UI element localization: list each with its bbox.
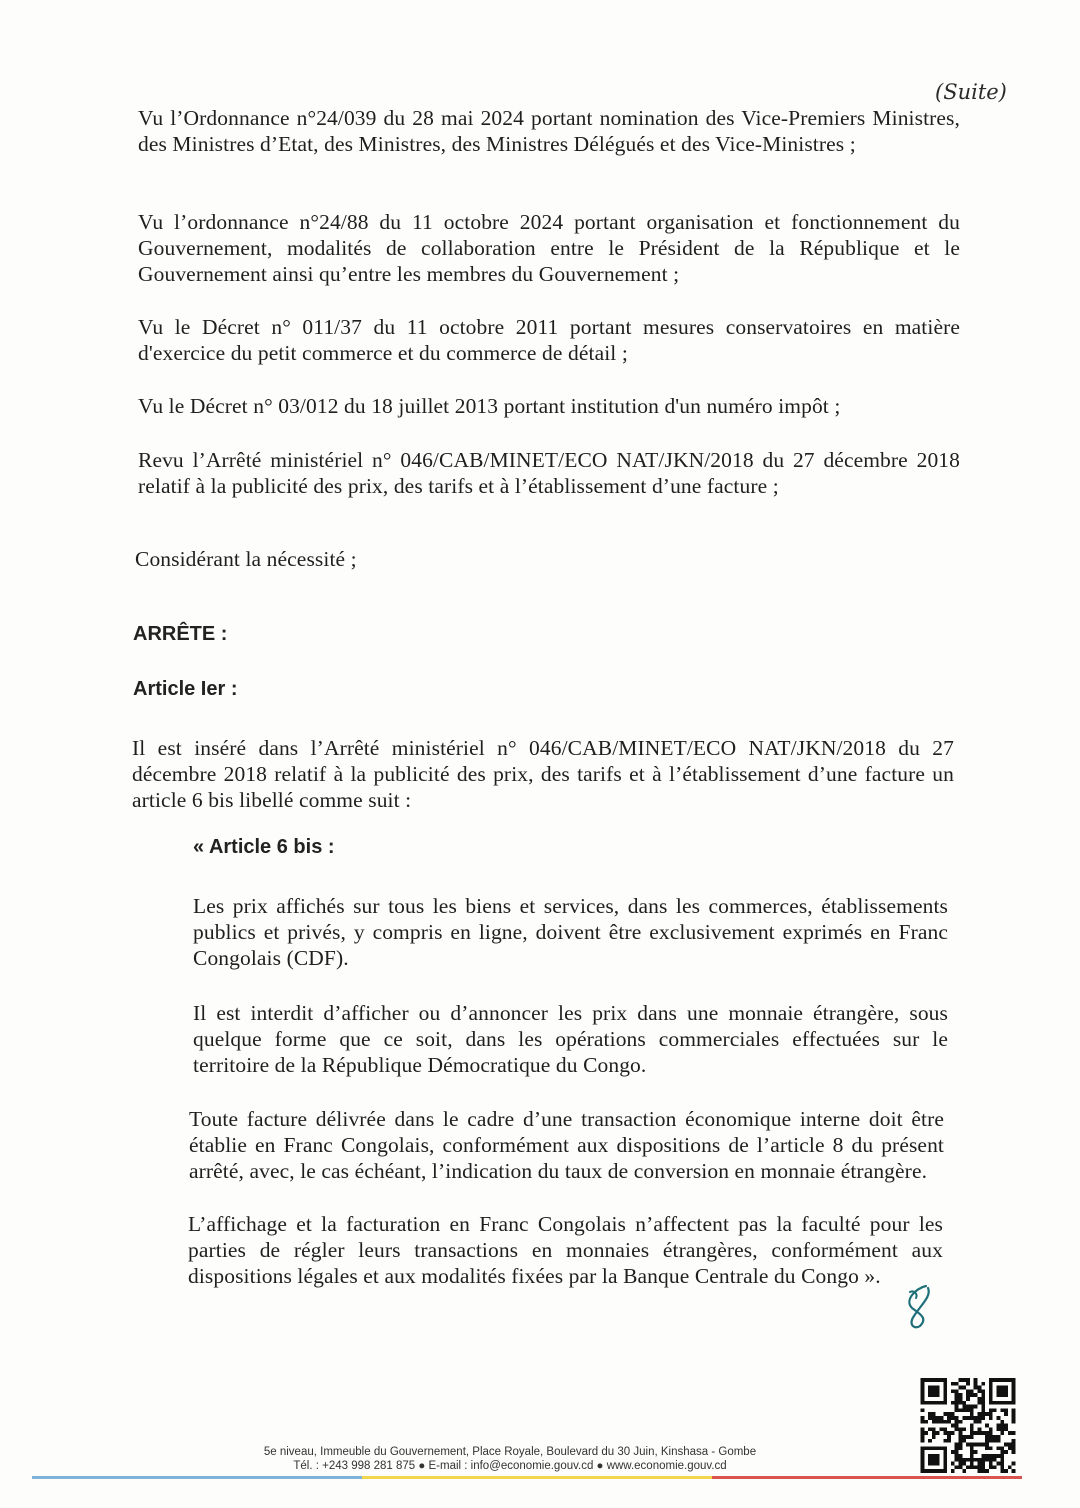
paragraph-vu-ordonnance-organisation: Vu l’ordonnance n°24/88 du 11 octobre 2024 portant organisation et fonctionnement du Gouvernement, modalités de collaboration entre le Président de la République et le Gouvernement ainsi qu’entre les membres du Gouvernement ; (138, 210, 960, 286)
flag-stripe-red (712, 1476, 1022, 1479)
flag-stripe-blue (32, 1476, 362, 1479)
article-6bis-para-3: Toute facture délivrée dans le cadre d’une transaction économique interne doit être établie en Franc Congolais, conformément aux dispositions de l’article 8 du présent arrêté, avec, le cas échéant, l’indication du taux de conversion en monnaie étrangère. (189, 1107, 944, 1183)
qr-code (918, 1378, 1018, 1473)
article-6bis-para-4: L’affichage et la facturation en Franc Congolais n’affectent pas la faculté pour les parties de régler leurs transactions en monnaies étrangères, conformément aux dispositions légales et aux modalités fixées par la Banque Centrale du Congo ». (188, 1212, 943, 1288)
paragraph-revu-arrete: Revu l’Arrêté ministériel n° 046/CAB/MINET/ECO NAT/JKN/2018 du 27 décembre 2018 relatif à la publicité des prix, des tarifs et à l’établissement d’une facture ; (138, 448, 960, 498)
footer-contact: Tél. : +243 998 281 875 ● E-mail : info@economie.gouv.cd ● www.economie.gouv.cd (293, 1460, 727, 1472)
flag-stripe-yellow (362, 1476, 712, 1479)
paragraph-vu-decret-2011: Vu le Décret n° 011/37 du 11 octobre 2011 portant mesures conservatoires en matière d'exercice du petit commerce et du commerce de détail ; (138, 315, 960, 365)
arrete-heading: ARRÊTE : (133, 623, 228, 645)
footer-address: 5e niveau, Immeuble du Gouvernement, Place Royale, Boulevard du 30 Juin, Kinshasa - Gombe (263, 1446, 757, 1458)
article-6bis-para-1: Les prix affichés sur tous les biens et services, dans les commerces, établissements publics et privés, y compris en ligne, doivent être exclusivement exprimés en Franc Congolais (CDF). (193, 894, 948, 970)
paragraph-vu-decret-2013: Vu le Décret n° 03/012 du 18 juillet 2013 portant institution d'un numéro impôt ; (138, 394, 841, 418)
suite-note: (Suite) (935, 80, 1007, 104)
article-1-title: Article Ier : (133, 678, 238, 700)
paragraph-vu-ordonnance-nomination: Vu l’Ordonnance n°24/039 du 28 mai 2024 portant nomination des Vice-Premiers Ministres, des Ministres d’Etat, des Ministres, des Ministres Délégués et des Vice-Ministres ; (138, 106, 960, 156)
article-6bis-title: « Article 6 bis : (193, 836, 335, 858)
article-1-text: Il est inséré dans l’Arrêté ministériel n° 046/CAB/MINET/ECO NAT/JKN/2018 du 27 décembre 2018 relatif à la publicité des prix, des tarifs et à l’établissement d’une facture un article 6 bis libellé comme suit : (132, 736, 954, 812)
article-6bis-para-2: Il est interdit d’afficher ou d’annoncer les prix dans une monnaie étrangère, sous quelque forme que ce soit, dans les opérations commerciales effectuées sur le territoire de la République Démocratique du Congo. (193, 1001, 948, 1077)
initials-signature (898, 1282, 938, 1332)
paragraph-considerant: Considérant la nécessité ; (135, 547, 357, 571)
